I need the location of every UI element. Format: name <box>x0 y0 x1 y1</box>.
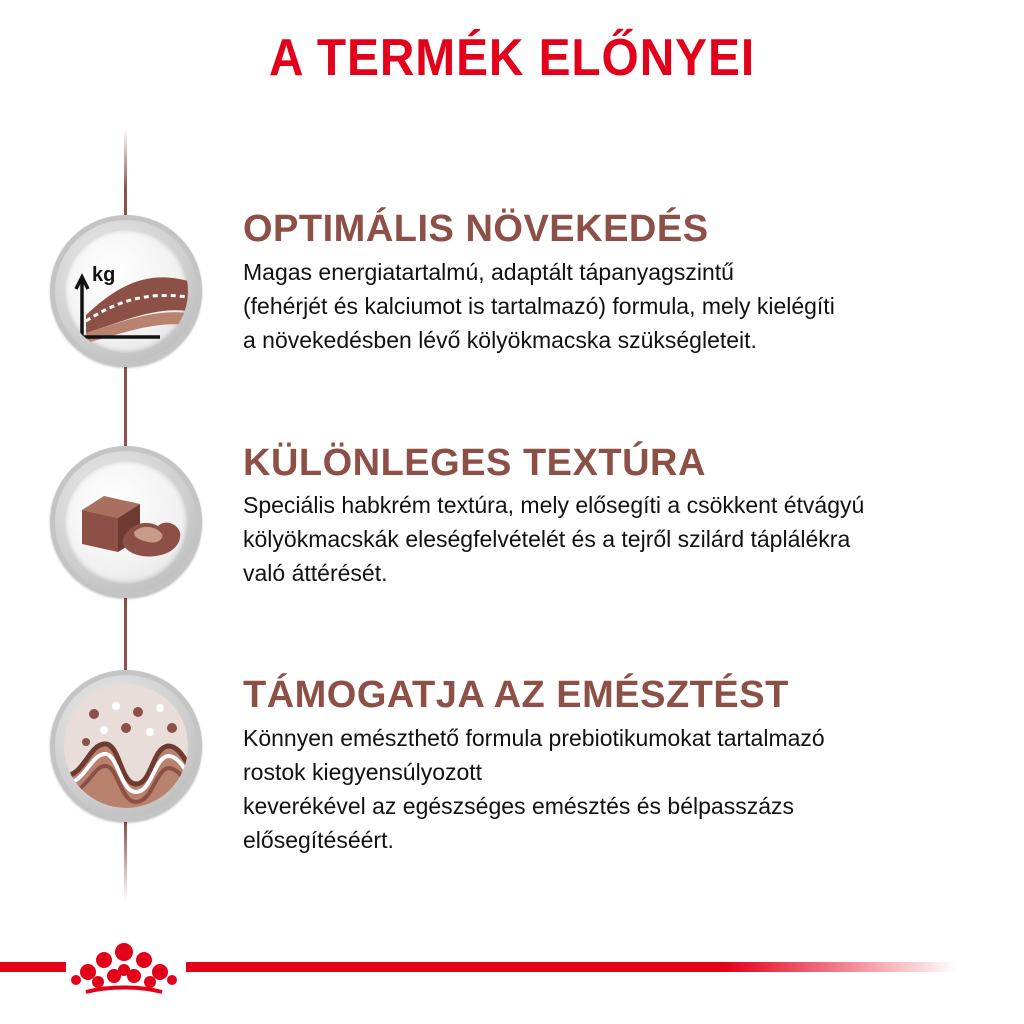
benefit-3-text <box>243 721 983 857</box>
mousse-texture-icon <box>64 460 188 584</box>
benefit-3-line-3: keverékével az egészséges emésztés és bélpasszázs <box>243 793 795 819</box>
page-title: A TERMÉK ELŐNYEI <box>268 29 756 87</box>
digestion-icon <box>64 684 188 808</box>
benefit-1-text <box>243 255 983 357</box>
benefit-1-heading: OPTIMÁLIS NÖVEKEDÉS <box>243 208 709 250</box>
benefit-2-badge <box>50 446 202 598</box>
footer-line-left <box>0 962 66 972</box>
benefit-3-line-4: elősegítéséért. <box>243 827 394 853</box>
benefit-3-line-1: Könnyen emészthető formula prebiotikumokat tartalmazó <box>243 725 825 751</box>
benefit-1-line-2: (fehérjét és kalciumot is tartalmazó) formula, mely kielégíti <box>243 293 835 319</box>
benefit-2-heading: KÜLÖNLEGES TEXTÚRA <box>243 442 706 484</box>
benefit-3-line-2: rostok kiegyensúlyozott <box>243 759 483 785</box>
kg-label: kg <box>92 264 116 286</box>
benefit-2-text <box>243 488 983 590</box>
benefit-1-badge <box>50 215 202 367</box>
benefit-2-line-2: kölyökmacskák eleségfelvételét és a tejről szilárd táplálékra <box>243 526 851 552</box>
benefit-2-line-1: Speciális habkrém textúra, mely elősegíti a csökkent étvágyú <box>243 492 865 518</box>
benefit-1-line-3: a növekedésben lévő kölyökmacska szükségleteit. <box>243 327 757 353</box>
royal-canin-crown-icon <box>68 934 180 998</box>
growth-weight-icon <box>64 229 188 353</box>
benefit-2-line-3: való áttérését. <box>243 560 388 586</box>
footer-line-right <box>186 962 956 972</box>
benefit-1-line-1: Magas energiatartalmú, adaptált tápanyagszintű <box>243 259 734 285</box>
benefit-3-heading: TÁMOGATJA AZ EMÉSZTÉST <box>243 674 789 716</box>
benefit-3-badge <box>50 670 202 822</box>
